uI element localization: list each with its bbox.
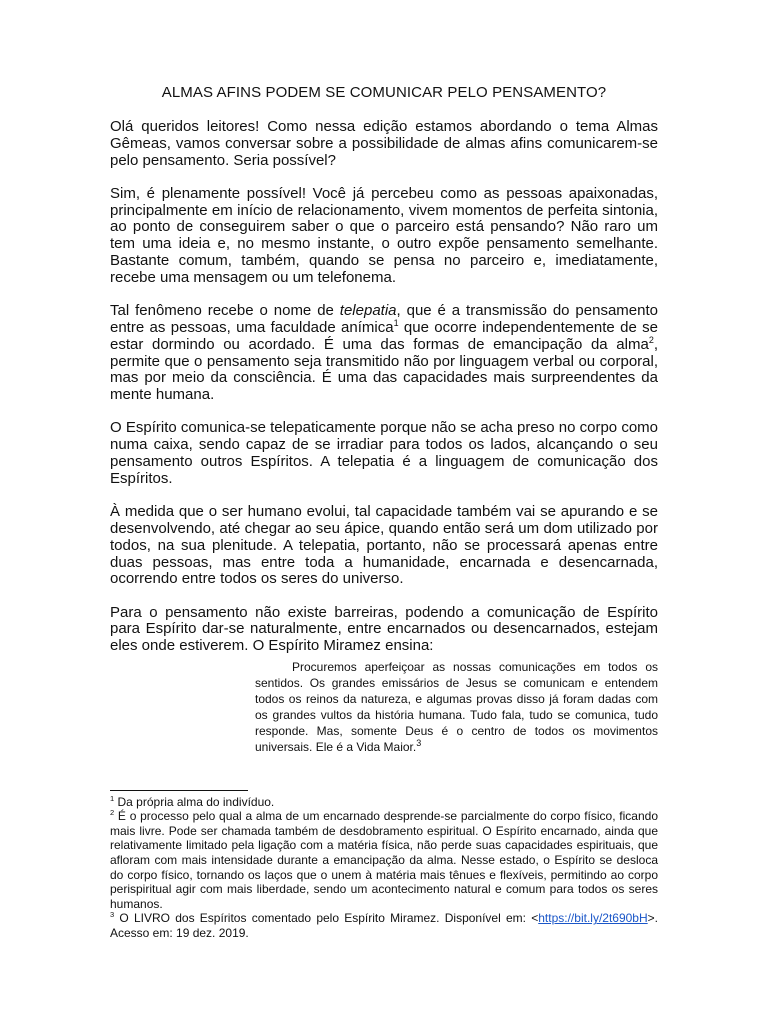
text-run: Tal fenômeno recebe o nome de [110,302,340,320]
footnote-2 [110,809,658,911]
footnote-1 [110,795,658,810]
footnote-text: >. Acesso em: 19 dez. 2019. [110,911,658,940]
footnote-separator [110,790,248,791]
paragraph-barreiras: Para o pensamento não existe barreiras, podendo a comunicação de Espírito para Espírito dar-se naturalmente, entre encarnados ou desencarnados, estejam eles onde estiverem. O Espírito Miramez ensina: [110,603,658,655]
footnote-number: 3 [110,910,115,920]
paragraph-evolucao: À medida que o ser humano evolui, tal capacidade também vai se apurando e se desenvolvendo, até chegar ao seu ápice, quando então será um dom utilizado por todos, na sua plenitude. A telepatia, portanto, não se processará apenas entre duas pessoas, mas entre toda a humanidade, encarnada e desencarnada, ocorrendo entre todos os seres do universo. [110,503,658,588]
footnote-number: 2 [110,808,115,818]
paragraph-intro: Olá queridos leitores! Como nessa edição estamos abordando o tema Almas Gêmeas, vamos conversar sobre a possibilidade de almas afins comunicarem-se pelo pensamento. Seria possível? [110,118,658,169]
paragraph-sintonia: Sim, é plenamente possível! Você já percebeu como as pessoas apaixonadas, principalmente em início de relacionamento, vivem momentos de perfeita sintonia, ao ponto de conseguirem saber o que o parceiro está pensando? Não raro um tem uma ideia e, no mesmo instante, o outro expõe pensamento semelhante. Bastante comum, também, quando se pensa no parceiro e, imediatamente, recebe uma mensagem ou um telefonema. [110,184,658,286]
text-run: , que é a transmissão do pensamento entre as pessoas, uma faculdade anímica [110,302,658,336]
footnote-3 [110,911,658,940]
term-telepatia: telepatia [339,302,397,320]
footnote-number: 1 [110,793,115,803]
footnote-ref-2[interactable]: 2 [648,334,654,345]
page-title: ALMAS AFINS PODEM SE COMUNICAR PELO PENSAMENTO? [161,84,607,101]
paragraph-espirito: O Espírito comunica-se telepaticamente porque não se acha preso no corpo como numa caixa, sendo capaz de se irradiar para todos os lados, alcançando o seu pensamento outros Espíritos. A telepatia é a linguagem de comunicação dos Espíritos. [110,419,658,487]
footnote-ref-3[interactable]: 3 [416,738,422,749]
block-quote [255,659,658,756]
text-run: que ocorre independentemente de se estar dormindo ou acordado. É uma das formas de emancipação da alma [110,318,658,353]
text-run: , permite que o pensamento seja transmitido não por linguagem verbal ou corporal, mas por meio da consciência. É uma das capacidades mais surpreendentes da mente humana. [110,335,658,404]
quote-text: Procuremos aperfeiçoar as nossas comunicações em todos os sentidos. Os grandes emissários de Jesus se comunicam e entendem todos os reinos da natureza, e algumas provas disso já foram dadas com os grandes vultos da história humana. Tudo fala, tudo se comunica, tudo responde. Mas, somente Deus é o centro de todos os movimentos universais. Ele é a Vida Maior. [255,660,658,755]
footnote-text: É o processo pelo qual a alma de um encarnado desprende-se parcialmente do corpo físico, ficando mais livre. Pode ser chamada também de desdobramento espiritual. O Espírito encarnado, ainda que relativamente limitado pela ligação com a matéria física, não perde suas capacidades espirituais, que afloram com mais intensidade durante a emancipação da alma. Nesse estado, o Espírito se desloca do corpo físico, tornando os laços que o unem à matéria mais tênues e flexíveis, permitindo ao corpo perispiritual agir com mais liberdade, sendo um acontecimento natural e comum para todos os seres humanos. [110,809,658,911]
footnote-text: Da própria alma do indivíduo. [114,794,275,809]
source-link[interactable]: https://bit.ly/2t690bH [538,911,648,926]
footnote-ref-1[interactable]: 1 [393,317,399,328]
footnote-text: O LIVRO dos Espíritos comentado pelo Espírito Miramez. Disponível em: < [114,911,539,926]
paragraph-telepatia [110,303,658,404]
